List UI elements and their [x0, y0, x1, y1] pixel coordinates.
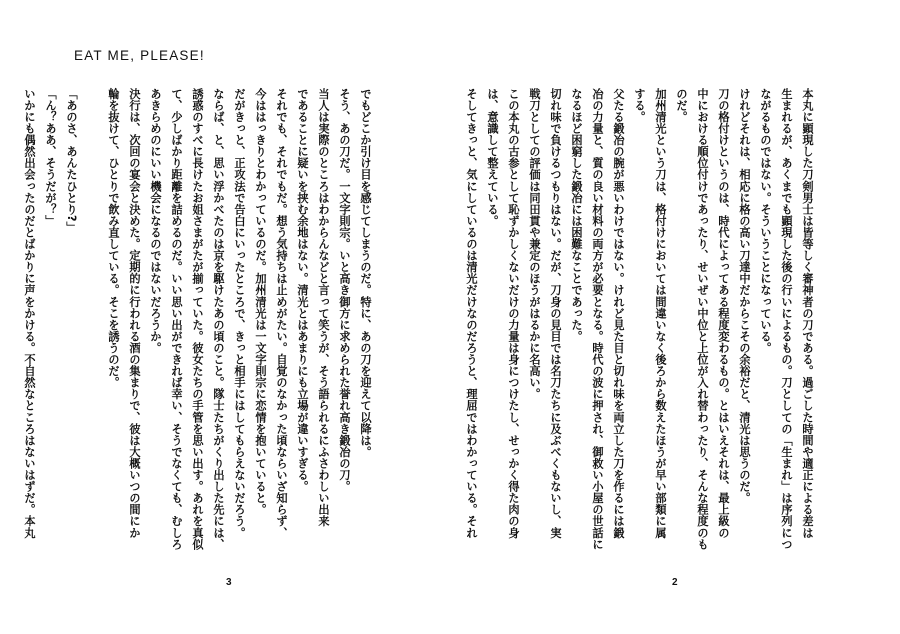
text-line: であることに疑いを挟む余地はない。清光とはあまりにも立場が違いすぎる。	[296, 88, 309, 493]
text-line: 「ん？ああ、そうだが？」	[44, 88, 57, 227]
text-line: のだ。	[675, 88, 688, 123]
text-line: は、意識して整えている。	[486, 88, 499, 227]
text-line: けれどそれは、相応に格の高い刀達中だからこその余裕だと、清光は思うのだ。	[738, 88, 751, 504]
text-line: 輪を抜けて、ひとりで飲み直している。そこを誘うのだ。	[107, 88, 120, 389]
text-line: ながるものではない。そういうことになっている。	[759, 88, 772, 354]
text-line: 当人は実際のところはわからんなどと言って笑うが、そう語られるにふさわしい出来	[317, 88, 330, 527]
text-line: て、少しばかり距離を詰めるのだ。いい思い出ができれば幸い、そうでなくても、むしろ	[170, 88, 183, 550]
text-line: 決行は、次回の宴会と決めた。定期的に行われる酒の集まりで、彼は大概いつの間にか	[128, 88, 141, 539]
text-line: それでも、それでもだ。想う気持ちは止めがたい。自覚のなかった頃ならいざ知らず、	[275, 88, 288, 539]
text-line: 加州清光という刀は、格付けにおいては間違いなく後ろから数えたほうが早い部類に属	[654, 88, 667, 539]
blank-line	[82, 88, 103, 558]
right-page-body	[465, 88, 818, 558]
text-line: 父たる鍛冶の腕が悪いわけではない。けれど見た目と切れ味を両立した刀を作るには鍛	[612, 88, 625, 539]
text-line: 「あのさ、あんたひとり?」	[65, 88, 78, 234]
text-line: 刀の格付けというのは、時代によってある程度変わるもの。とはいえそれは、最上級の	[717, 88, 730, 539]
text-line: ならば、と、思い浮かべたのは京を駆けたあの頃のこと。隊士たちがくり出した先には、	[212, 88, 225, 550]
text-line: この本丸の古参として恥ずかしくないだけの力量は身につけたし、せっかく得た肉の身	[507, 88, 520, 539]
left-page-body	[23, 88, 376, 558]
page-number: 2	[672, 577, 678, 588]
text-line: 誘惑のすべに長けたお姐さまがたが揃っていた。彼女たちの手管を思い出す。あれを真似	[191, 88, 204, 550]
right-page	[450, 0, 900, 634]
text-line: だがきっと、正攻法で告白にいったところで、きっと相手にはしてもらえないだろう。	[233, 88, 246, 539]
text-line: 冶の力量と、質の良い材料の両方が必要となる。時代の波に押され、御救い小屋の世話に	[591, 88, 604, 550]
text-line: 生まれるが、あくまでも顕現した後の行いによるもの。刀としての「生まれ」は序列につ	[780, 88, 793, 550]
text-line: いかにも偶然出会ったのだとばかりに声をかける。不自然なところはないはずだ。本丸	[23, 88, 36, 539]
text-line: そしてきっと、気にしているのは清光だけなのだろうと、理屈ではわかっている。それ	[465, 88, 478, 539]
text-line: でもどこか引け目を感じてしまうのだ。特に、あの刀を迎えて以降は。	[359, 88, 372, 458]
page-number: 3	[226, 577, 232, 588]
text-line: そう、あの刀だ。一文字則宗。いと高き御方に求められた誉れ高き鍛冶の刀。	[338, 88, 351, 493]
running-title: EAT ME, PLEASE!	[74, 48, 205, 63]
text-line: する。	[633, 88, 646, 123]
text-line: 中における順位付けであったり、せいぜい中位と上位が入れ替わったり、そんな程度のも	[696, 88, 709, 550]
text-line: 本丸に顕現した刀剣男士は皆等しく審神者の刀である。過ごした時間や適正による差は	[801, 88, 814, 539]
text-line: なるほど困窮した鍛冶には困難なことであった。	[570, 88, 583, 343]
text-line: あきらめのにいい機会になるのではないだろうか。	[149, 88, 162, 354]
text-line: 戦刀としての評価は同田貫や兼定のほうがはるかに名高い。	[528, 88, 541, 400]
text-line: 今ははっきりとわかっているのだ。加州清光は一文字則宗に恋情を抱いていると。	[254, 88, 267, 516]
text-line: 切れ味で負けるつもりはない。だが、刀身の見目では名刀たちに及ぶべくもないし、実	[549, 88, 562, 539]
